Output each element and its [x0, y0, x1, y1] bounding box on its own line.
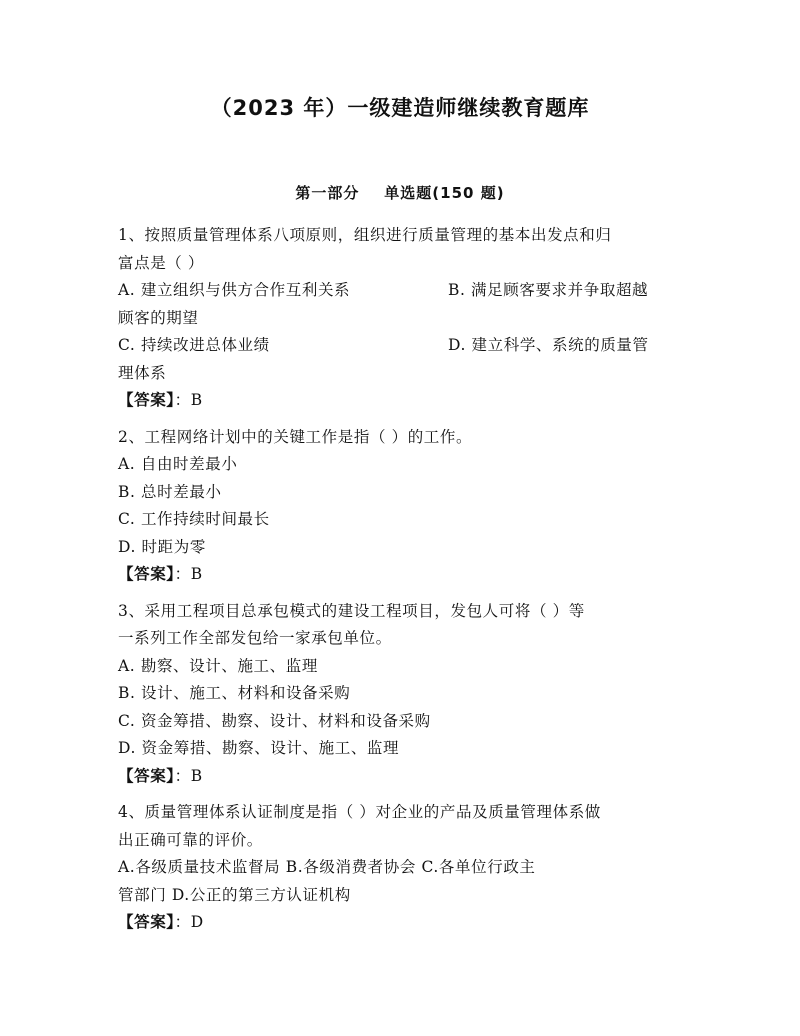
question-list [118, 222, 684, 946]
option-d: D. 建立科学、系统的质量管 [448, 336, 649, 354]
answer-label: 【答案】 [118, 766, 175, 785]
answer-value: ：B [174, 391, 203, 409]
answer-value: ：B [174, 565, 203, 583]
option-c: C. 持续改进总体业绩 [118, 336, 270, 354]
question-stem-line: 富点是（ ） [118, 253, 205, 272]
option-b: B. 满足顾客要求并争取超越 [448, 281, 649, 299]
option-d: D. 资金筹措、勘察、设计、施工、监理 [118, 739, 400, 757]
option-b: B. 总时差最小 [118, 482, 222, 501]
option-c: C. 资金筹措、勘察、设计、材料和设备采购 [118, 711, 431, 730]
question-stem-line: 3、采用工程项目总承包模式的建设工程项目，发包人可将（ ）等 [118, 601, 585, 620]
question-stem-line: 出正确可靠的评价。 [118, 830, 263, 849]
answer-line [118, 763, 684, 791]
document-title: （2023 年）一级建造师继续教育题库 [210, 96, 590, 120]
answer-value: ：D [174, 913, 204, 931]
option-a: A. 勘察、设计、施工、监理 [118, 656, 318, 675]
option-row [118, 277, 684, 305]
question-stem-line: 一系列工作全部发包给一家承包单位。 [118, 629, 392, 647]
answer-label: 【答案】 [118, 391, 175, 409]
answer-line [118, 561, 684, 589]
option-a: A. 建立组织与供方合作互利关系 [118, 281, 351, 299]
question-3 [118, 598, 684, 791]
option-d-continued: 理体系 [118, 363, 167, 382]
option-row [118, 332, 684, 360]
answer-label: 【答案】 [118, 565, 175, 583]
option-a: A. 自由时差最小 [118, 455, 238, 473]
question-stem-line: 1、按照质量管理体系八项原则，组织进行质量管理的基本出发点和归 [118, 226, 612, 244]
section-heading: 第一部分 单选题(150 题) [295, 184, 505, 202]
question-stem-line: 4、质量管理体系认证制度是指（ ）对企业的产品及质量管理体系做 [118, 803, 601, 821]
answer-label: 【答案】 [118, 913, 175, 931]
answer-line [118, 909, 684, 937]
option-d: D. 时距为零 [118, 537, 206, 556]
answer-value: ：B [174, 766, 203, 785]
question-4 [118, 799, 684, 937]
answer-line [118, 387, 684, 415]
option-b: B. 设计、施工、材料和设备采购 [118, 684, 351, 702]
options-line: 管部门 D.公正的第三方认证机构 [118, 885, 351, 904]
question-stem-line: 2、工程网络计划中的关键工作是指（ ）的工作。 [118, 427, 473, 446]
question-2 [118, 424, 684, 589]
options-line: A.各级质量技术监督局 B.各级消费者协会 C.各单位行政主 [118, 858, 536, 876]
question-1 [118, 222, 684, 415]
option-c: C. 工作持续时间最长 [118, 510, 270, 528]
option-b-continued: 顾客的期望 [118, 308, 199, 327]
